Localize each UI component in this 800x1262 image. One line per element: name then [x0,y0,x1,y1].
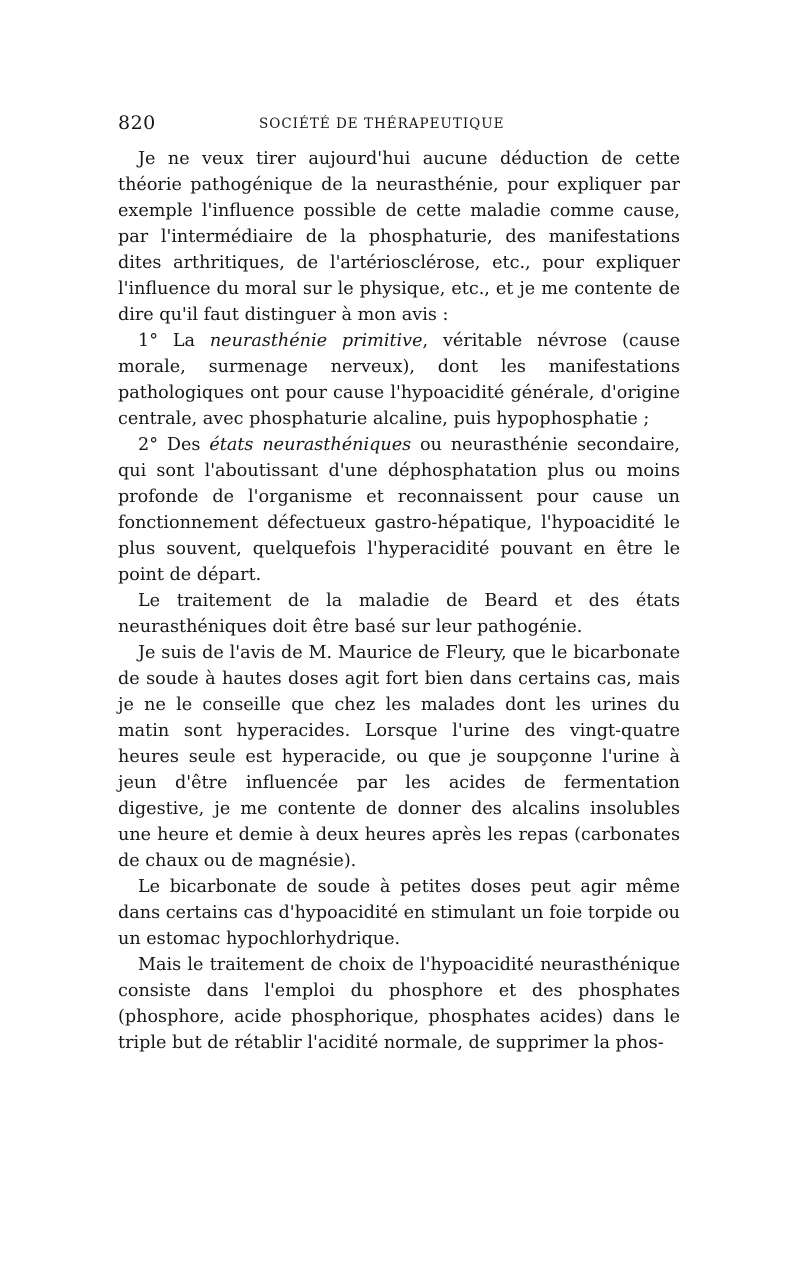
point-1-body: , véritable névrose (cause morale, surmenage nerveux), dont les manifestations pathologiques ont pour cause l'hypoacidité générale, d'origine centrale, avec phosphaturie alcaline, puis hypophosphatie ; [118,331,680,429]
paragraph-intro: Je ne veux tirer aujourd'hui aucune déduction de cette théorie pathogénique de la neurasthénie, pour expliquer par exemple l'influence possible de cette maladie comme cause, par l'intermédiaire de la phosphaturie, des manifestations dites arthritiques, de l'artériosclérose, etc., pour expliquer l'influence du moral sur le physique, etc., et je me contente de dire qu'il faut distinguer à mon avis : [118,149,680,325]
point-1-term: neurasthénie primitive [209,331,423,351]
page-number: 820 [118,112,156,134]
book-page [118,112,680,1056]
point-1-lead: 1° La [138,331,210,351]
body-text [118,146,680,1056]
paragraph-point-2 [118,432,680,588]
paragraph-point-1 [118,328,680,432]
paragraph-bicarbonate-small-doses: Le bicarbonate de soude à petites doses peut agir même dans certains cas d'hypoacidité en stimulant un foie torpide ou un estomac hypochlorhydrique. [118,877,680,949]
running-head [118,112,680,146]
point-2-term: états neurasthéniques [209,435,412,455]
point-2-body: ou neurasthénie secondaire, qui sont l'aboutissant d'une déphosphatation plus ou moins profonde de l'organisme et reconnaissent pour cause un fonctionnement défectueux gastro-hépatique, l'hypoacidité le plus souvent, quelquefois l'hyperacidité pouvant en être le point de départ. [118,435,680,585]
point-2-lead: 2° Des [138,435,210,455]
paragraph-phosphorus-treatment: Mais le traitement de choix de l'hypoacidité neurasthénique consiste dans l'emploi du phosphore et des phosphates (phosphore, acide phosphorique, phosphates acides) dans le triple but de rétablir l'acidité normale, de supprimer la phos- [118,955,680,1053]
paragraph-bicarbonate-high-doses: Je suis de l'avis de M. Maurice de Fleury, que le bicarbonate de soude à hautes doses agit fort bien dans certains cas, mais je ne le conseille que chez les malades dont les urines du matin sont hyperacides. Lorsque l'urine des vingt-quatre heures seule est hyperacide, ou que je soupçonne l'urine à jeun d'être influencée par les acides de fermentation digestive, je me contente de donner des alcalins insolubles une heure et demie à deux heures après les repas (carbonates de chaux ou de magnésie). [118,643,680,871]
paragraph-treatment: Le traitement de la maladie de Beard et des états neurasthéniques doit être basé sur leur pathogénie. [118,591,680,637]
running-title: SOCIÉTÉ DE THÉRAPEUTIQUE [259,116,505,132]
